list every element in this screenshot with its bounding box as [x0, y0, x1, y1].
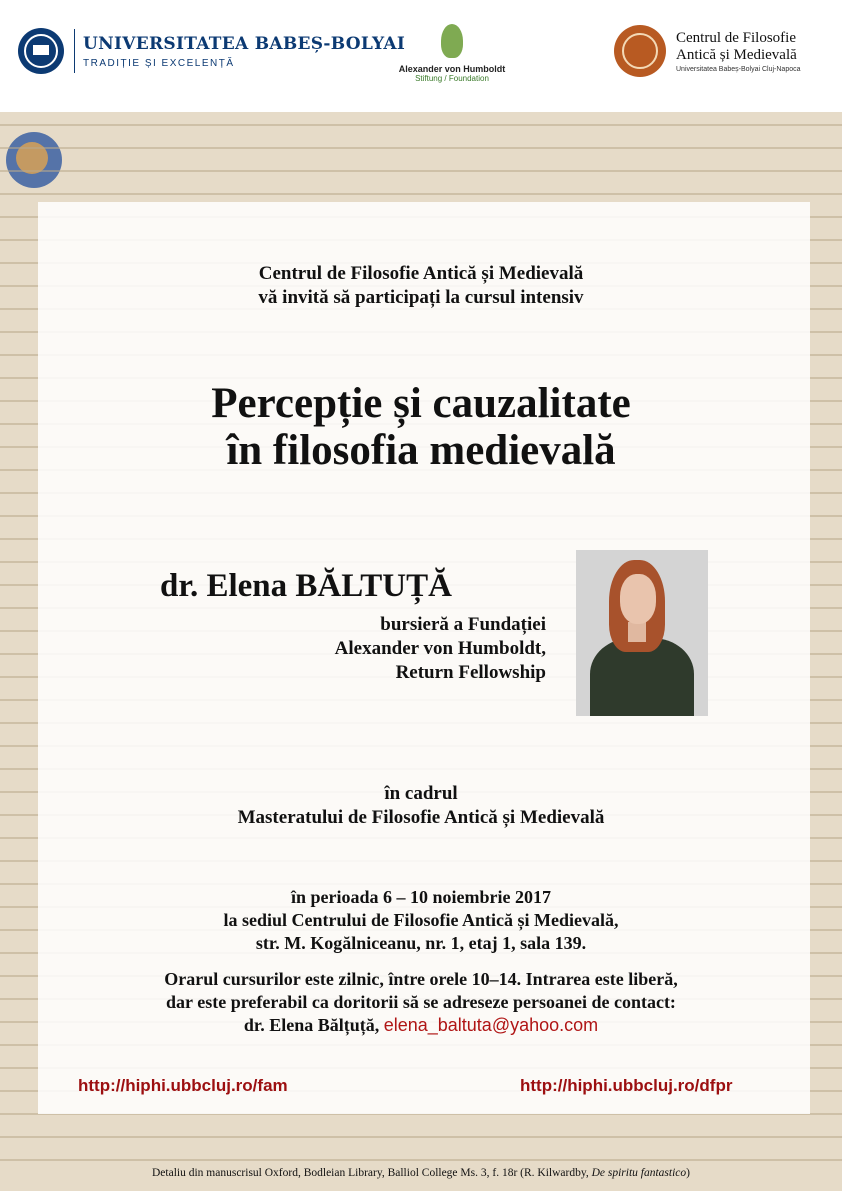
intro [0, 262, 842, 310]
manuscript-line [0, 170, 842, 172]
ubb-name: UNIVERSITATEA BABEȘ-BOLYAI [83, 33, 406, 54]
speaker-role-line1: bursieră a Fundației [380, 614, 546, 635]
details-line2: la sediul Centrului de Filosofie Antică și Medievală, [223, 910, 619, 930]
context-line2: Masteratului de Filosofie Antică și Medievală [237, 807, 605, 828]
contact-email-link[interactable]: elena_baltuta@yahoo.com [383, 1015, 599, 1035]
intro-line1: Centrul de Filosofie Antică și Medievală [258, 263, 584, 284]
caption-text: Detaliu din manuscrisul Oxford, Bodleian Library, Balliol College Ms. 3, f. 18r (R. Kilwardby, [152, 1167, 589, 1179]
humboldt-sub: Stiftung / Foundation [415, 74, 489, 83]
details-line1: în perioada 6 – 10 noiembrie 2017 [291, 887, 551, 907]
ubb-logo [18, 28, 405, 74]
manuscript-line [0, 147, 842, 149]
humboldt-logo [392, 24, 512, 83]
schedule [0, 968, 842, 1037]
speaker-name: dr. Elena BĂLTUȚĂ [160, 568, 452, 604]
speaker-role-line3: Return Fellowship [395, 662, 546, 683]
humboldt-portrait-icon [441, 24, 463, 58]
caption-title: De spiritu fantastico [591, 1167, 687, 1179]
dfpr-link[interactable]: http://hiphi.ubbcluj.ro/dfpr [520, 1076, 733, 1095]
context-line1: în cadrul [384, 783, 458, 804]
humboldt-name: Alexander von Humboldt [398, 64, 506, 74]
header [0, 0, 842, 112]
speaker-photo [576, 550, 708, 716]
intro-line2: vă invită să participați la cursul intensiv [258, 287, 584, 308]
cfam-text [676, 30, 801, 73]
schedule-contact-line [0, 1014, 842, 1037]
cfam-line2: Antică și Medievală [676, 46, 797, 63]
speaker-role [300, 613, 546, 685]
manuscript-line [0, 193, 842, 195]
cfam-logo [614, 25, 801, 77]
title-line1: Percepție și cauzalitate [211, 380, 631, 427]
cfam-seal-icon [614, 25, 666, 77]
title-line2: în filosofia medievală [226, 427, 616, 474]
manuscript-line [0, 124, 842, 126]
caption-end: ) [686, 1167, 690, 1179]
illuminated-initial-icon [6, 132, 62, 188]
course-title [0, 380, 842, 474]
schedule-line2: dar este preferabil ca doritorii să se adreseze persoanei de contact: [166, 992, 676, 1012]
schedule-line1: Orarul cursurilor este zilnic, între orele 10–14. Intrarea este liberă, [164, 969, 678, 989]
logo-divider [74, 29, 75, 73]
context [0, 782, 842, 830]
cfam-line1: Centrul de Filosofie [676, 29, 796, 46]
manuscript-line [0, 1136, 842, 1138]
cfam-line3: Universitatea Babeș-Bolyai Cluj-Napoca [676, 65, 801, 73]
image-caption [0, 1167, 842, 1179]
details-line3: str. M. Kogălniceanu, nr. 1, etaj 1, sala 139. [255, 933, 587, 953]
event-details [0, 886, 842, 955]
contact-name: dr. Elena Bălțuță, [243, 1015, 380, 1035]
fam-link[interactable]: http://hiphi.ubbcluj.ro/fam [78, 1076, 288, 1095]
ubb-seal-icon [18, 28, 64, 74]
ubb-motto: TRADIȚIE ȘI EXCELENȚĂ [83, 57, 235, 69]
manuscript-line [0, 1159, 842, 1161]
speaker-role-line2: Alexander von Humboldt, [334, 638, 546, 659]
ubb-text [83, 34, 405, 69]
